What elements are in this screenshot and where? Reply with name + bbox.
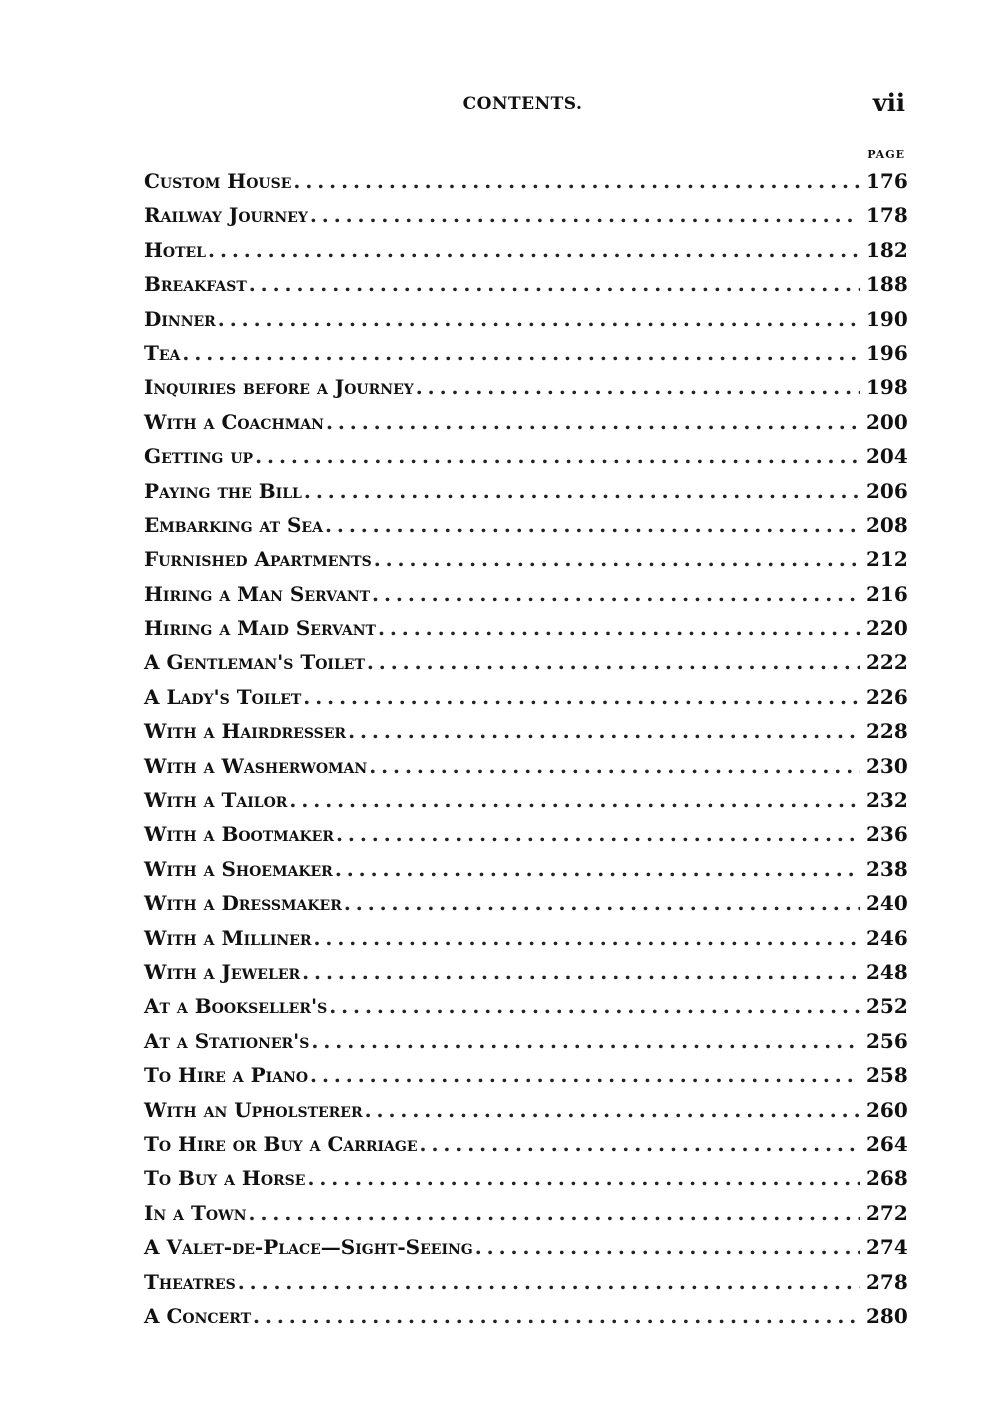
entry-title: Paying the Bill <box>144 478 302 503</box>
contents-entry <box>144 714 906 748</box>
dot-leader <box>253 1299 860 1333</box>
entry-page-number: 228 <box>866 719 908 744</box>
entry-title: Hiring a Man Servant <box>144 581 371 606</box>
contents-entry <box>144 989 906 1023</box>
entry-title: Custom House <box>144 169 292 193</box>
entry-page-number: 226 <box>866 684 908 709</box>
contents-entry <box>144 955 906 989</box>
dot-leader <box>302 955 860 989</box>
entry-title: Embarking at Sea <box>144 512 323 537</box>
page-column-label: PAGE <box>867 148 905 161</box>
entry-page-number: 264 <box>866 1131 908 1156</box>
entry-title: With a Shoemaker <box>144 856 333 881</box>
entry-title: Dinner <box>144 306 216 331</box>
contents-entry <box>144 1265 906 1299</box>
dot-leader <box>336 817 860 851</box>
dot-leader <box>313 921 860 955</box>
entry-page-number: 188 <box>866 272 908 297</box>
entry-page-number: 236 <box>866 822 908 847</box>
entry-title: With a Jeweler <box>144 959 301 984</box>
entry-title: With a Bootmaker <box>144 822 334 847</box>
dot-leader <box>304 474 860 508</box>
entry-title: Getting up <box>144 444 254 469</box>
entry-page-number: 248 <box>866 959 908 984</box>
contents-entry <box>144 1058 906 1092</box>
dot-leader <box>367 645 860 679</box>
dot-leader <box>365 1093 860 1127</box>
dot-leader <box>249 1196 860 1230</box>
contents-entry <box>144 164 906 198</box>
entry-page-number: 258 <box>866 1063 908 1088</box>
contents-entry <box>144 1127 906 1161</box>
entry-page-number: 222 <box>866 650 908 675</box>
contents-entry <box>144 267 906 301</box>
contents-entry <box>144 645 906 679</box>
contents-entry <box>144 302 906 336</box>
contents-entry <box>144 1230 906 1264</box>
dot-leader <box>255 439 860 473</box>
dot-leader <box>307 1161 860 1195</box>
entry-title: Railway Journey <box>144 203 308 228</box>
entry-title: With a Coachman <box>144 409 324 434</box>
entry-page-number: 280 <box>866 1303 908 1328</box>
contents-entry <box>144 542 906 576</box>
dot-leader <box>475 1230 860 1264</box>
contents-entry <box>144 1161 906 1195</box>
dot-leader <box>325 508 860 542</box>
entry-page-number: 230 <box>866 753 908 778</box>
entry-title: A Concert <box>144 1303 252 1328</box>
dot-leader <box>329 989 860 1023</box>
entry-title: A Lady's Toilet <box>144 684 302 709</box>
dot-leader <box>238 1265 860 1299</box>
entry-title: To Hire or Buy a Carriage <box>144 1131 418 1156</box>
dot-leader <box>310 1058 860 1092</box>
entry-page-number: 206 <box>866 478 908 503</box>
dot-leader <box>293 164 860 198</box>
entry-title: With a Milliner <box>144 925 312 950</box>
contents-entry <box>144 611 906 645</box>
entry-page-number: 260 <box>866 1097 908 1122</box>
running-title: CONTENTS. <box>462 94 583 114</box>
entry-title: To Buy a Horse <box>144 1166 306 1191</box>
contents-entry <box>144 508 906 542</box>
dot-leader <box>372 577 860 611</box>
entry-title: Hiring a Maid Servant <box>144 616 376 641</box>
contents-entry <box>144 336 906 370</box>
entry-title: Breakfast <box>144 272 247 297</box>
entry-title: Hotel <box>144 237 207 262</box>
contents-entry <box>144 852 906 886</box>
folio-page-number: vii <box>872 88 905 117</box>
entry-page-number: 198 <box>866 375 908 400</box>
entry-page-number: 182 <box>866 237 908 262</box>
dot-leader <box>348 714 860 748</box>
dot-leader <box>326 405 860 439</box>
dot-leader <box>310 198 860 232</box>
contents-entry <box>144 439 906 473</box>
entry-page-number: 200 <box>866 409 908 434</box>
dot-leader <box>208 233 860 267</box>
entry-title: Inquiries before a Journey <box>144 375 414 400</box>
entry-title: A Gentleman's Toilet <box>144 650 365 675</box>
contents-entry <box>144 233 906 267</box>
contents-entry <box>144 577 906 611</box>
contents-entry <box>144 474 906 508</box>
entry-page-number: 238 <box>866 856 908 881</box>
contents-entry <box>144 405 906 439</box>
entry-page-number: 268 <box>866 1166 908 1191</box>
entry-page-number: 178 <box>866 203 908 228</box>
dot-leader <box>344 886 860 920</box>
entry-page-number: 232 <box>866 788 908 813</box>
entry-page-number: 278 <box>866 1269 908 1294</box>
entry-page-number: 272 <box>866 1200 908 1225</box>
entry-page-number: 252 <box>866 994 908 1019</box>
entry-page-number: 176 <box>866 169 908 193</box>
contents-entry <box>144 1299 906 1333</box>
entry-page-number: 196 <box>866 340 908 365</box>
dot-leader <box>335 852 860 886</box>
contents-entry <box>144 1093 906 1127</box>
entry-page-number: 204 <box>866 444 908 469</box>
entry-page-number: 208 <box>866 512 908 537</box>
entry-title: A Valet-de-Place—Sight-Seeing <box>144 1235 473 1260</box>
contents-entry <box>144 817 906 851</box>
entry-title: In a Town <box>144 1200 247 1225</box>
entry-title: With a Hairdresser <box>144 719 347 744</box>
contents-list <box>144 164 906 1333</box>
dot-leader <box>420 1127 860 1161</box>
contents-entry <box>144 680 906 714</box>
entry-page-number: 216 <box>866 581 908 606</box>
entry-title: With a Washerwoman <box>144 753 368 778</box>
dot-leader <box>416 370 860 404</box>
dot-leader <box>311 1024 860 1058</box>
dot-leader <box>289 783 860 817</box>
contents-entry <box>144 886 906 920</box>
contents-entry <box>144 1196 906 1230</box>
entry-page-number: 212 <box>866 547 908 572</box>
entry-page-number: 220 <box>866 616 908 641</box>
entry-page-number: 256 <box>866 1028 908 1053</box>
entry-page-number: 240 <box>866 891 908 916</box>
dot-leader <box>182 336 860 370</box>
contents-entry <box>144 749 906 783</box>
entry-title: With a Dressmaker <box>144 891 342 916</box>
dot-leader <box>218 302 860 336</box>
entry-page-number: 190 <box>866 306 908 331</box>
entry-title: At a Bookseller's <box>144 994 328 1019</box>
dot-leader <box>369 749 860 783</box>
entry-title: At a Stationer's <box>144 1028 310 1053</box>
dot-leader <box>374 542 860 576</box>
entry-page-number: 274 <box>866 1235 908 1260</box>
entry-title: Tea <box>144 340 181 365</box>
dot-leader <box>378 611 860 645</box>
contents-entry <box>144 921 906 955</box>
dot-leader <box>249 267 860 301</box>
contents-entry <box>144 370 906 404</box>
dot-leader <box>303 680 860 714</box>
contents-entry <box>144 198 906 232</box>
entry-title: To Hire a Piano <box>144 1063 309 1088</box>
running-head <box>140 88 905 122</box>
contents-entry <box>144 783 906 817</box>
contents-entry <box>144 1024 906 1058</box>
entry-title: With an Upholsterer <box>144 1097 363 1122</box>
entry-page-number: 246 <box>866 925 908 950</box>
entry-title: Furnished Apartments <box>144 547 372 572</box>
entry-title: Theatres <box>144 1269 236 1294</box>
entry-title: With a Tailor <box>144 788 288 813</box>
